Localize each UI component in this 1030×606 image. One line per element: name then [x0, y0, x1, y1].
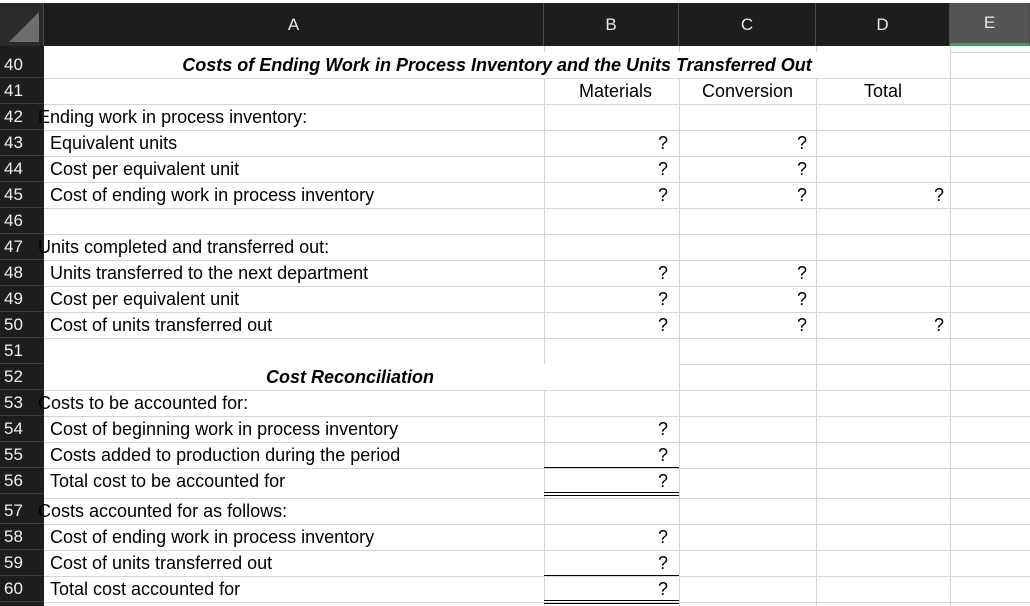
units-transferred-cost-label[interactable]: Cost of units transferred out — [50, 553, 273, 573]
conversion-value[interactable]: ? — [796, 159, 807, 179]
row-header[interactable]: 53 — [0, 390, 44, 416]
total-value[interactable]: ? — [933, 315, 944, 335]
single-underline — [544, 467, 679, 468]
transferred-label[interactable]: Units completed and transferred out: — [38, 237, 330, 257]
row-header[interactable]: 40 — [0, 52, 44, 78]
row-header-gap — [0, 494, 44, 498]
row-header[interactable]: 55 — [0, 442, 44, 468]
header-total[interactable]: Total — [863, 81, 903, 101]
row-header[interactable]: 52 — [0, 364, 44, 390]
header-conversion[interactable]: Conversion — [701, 81, 794, 101]
beginning-wip-label[interactable]: Cost of beginning work in process inventory — [50, 419, 399, 439]
total-to-account-label[interactable]: Total cost to be accounted for — [50, 471, 286, 491]
equivalent-units-label[interactable]: Equivalent units — [50, 133, 178, 153]
materials-value[interactable]: ? — [657, 315, 668, 335]
costs-added-label[interactable]: Costs added to production during the period — [50, 445, 401, 465]
conversion-value[interactable]: ? — [796, 315, 807, 335]
row-header[interactable]: 57 — [0, 498, 44, 524]
column-header-e[interactable]: E — [950, 3, 1030, 46]
reconciliation-value[interactable]: ? — [657, 553, 668, 573]
row-header[interactable]: 58 — [0, 524, 44, 550]
row-header[interactable]: 48 — [0, 260, 44, 286]
row-header[interactable]: 56 — [0, 468, 44, 494]
materials-value[interactable]: ? — [657, 133, 668, 153]
column-header-c[interactable]: C — [679, 3, 816, 46]
row-header[interactable]: 54 — [0, 416, 44, 442]
materials-value[interactable]: ? — [657, 159, 668, 179]
row-header[interactable]: 44 — [0, 156, 44, 182]
units-transferred-label[interactable]: Units transferred to the next department — [50, 263, 369, 283]
cost-per-eu-label[interactable]: Cost per equivalent unit — [50, 159, 240, 179]
conversion-value[interactable]: ? — [796, 133, 807, 153]
conversion-value[interactable]: ? — [796, 185, 807, 205]
total-value[interactable]: ? — [933, 185, 944, 205]
column-header-d[interactable]: D — [816, 3, 950, 46]
total-accounted-label[interactable]: Total cost accounted for — [50, 579, 241, 599]
double-underline — [544, 495, 679, 496]
grid-line — [950, 46, 951, 606]
grid-line — [44, 130, 1030, 131]
ending-wip-label[interactable]: Ending work in process inventory: — [38, 107, 308, 127]
row-header-gap — [0, 602, 44, 606]
section-title[interactable]: Costs of Ending Work in Process Inventory and the Units Transferred Out — [182, 55, 812, 75]
row-header[interactable]: 43 — [0, 130, 44, 156]
single-underline — [544, 575, 679, 576]
accounted-label[interactable]: Costs accounted for as follows: — [38, 501, 288, 521]
double-underline — [544, 600, 679, 601]
reconciliation-value[interactable]: ? — [657, 445, 668, 465]
conversion-value[interactable]: ? — [796, 263, 807, 283]
double-underline — [544, 603, 679, 604]
reconciliation-total[interactable]: ? — [657, 471, 668, 491]
cost-transferred-label[interactable]: Cost of units transferred out — [50, 315, 273, 335]
row-header[interactable]: 59 — [0, 550, 44, 576]
materials-value[interactable]: ? — [657, 185, 668, 205]
row-header[interactable]: 45 — [0, 182, 44, 208]
reconciliation-title[interactable]: Cost Reconciliation — [265, 367, 435, 387]
grid-line — [44, 208, 1030, 209]
ending-wip-label[interactable]: Cost of ending work in process inventory — [50, 527, 375, 547]
row-header[interactable]: 47 — [0, 234, 44, 260]
double-underline — [544, 492, 679, 493]
reconciliation-value[interactable]: ? — [657, 419, 668, 439]
conversion-value[interactable]: ? — [796, 289, 807, 309]
to-account-label[interactable]: Costs to be accounted for: — [38, 393, 249, 413]
select-all-corner[interactable] — [0, 3, 44, 46]
grid-line — [44, 602, 1030, 603]
row-header[interactable]: 49 — [0, 286, 44, 312]
cost-per-eu-label[interactable]: Cost per equivalent unit — [50, 289, 240, 309]
row-header[interactable]: 41 — [0, 78, 44, 104]
row-header[interactable]: 51 — [0, 338, 44, 364]
grid-line — [44, 338, 1030, 339]
reconciliation-total[interactable]: ? — [657, 579, 668, 599]
row-header-gap — [0, 46, 44, 52]
materials-value[interactable]: ? — [657, 289, 668, 309]
cost-ending-wip-label[interactable]: Cost of ending work in process inventory — [50, 185, 375, 205]
column-header-b[interactable]: B — [544, 3, 679, 46]
row-header[interactable]: 50 — [0, 312, 44, 338]
row-header[interactable]: 46 — [0, 208, 44, 234]
row-header[interactable]: 60 — [0, 576, 44, 602]
reconciliation-value[interactable]: ? — [657, 527, 668, 547]
select-all-triangle-icon — [9, 12, 39, 42]
header-materials[interactable]: Materials — [578, 81, 652, 101]
column-header-a[interactable]: A — [44, 3, 544, 46]
row-header[interactable]: 42 — [0, 104, 44, 130]
materials-value[interactable]: ? — [657, 263, 668, 283]
